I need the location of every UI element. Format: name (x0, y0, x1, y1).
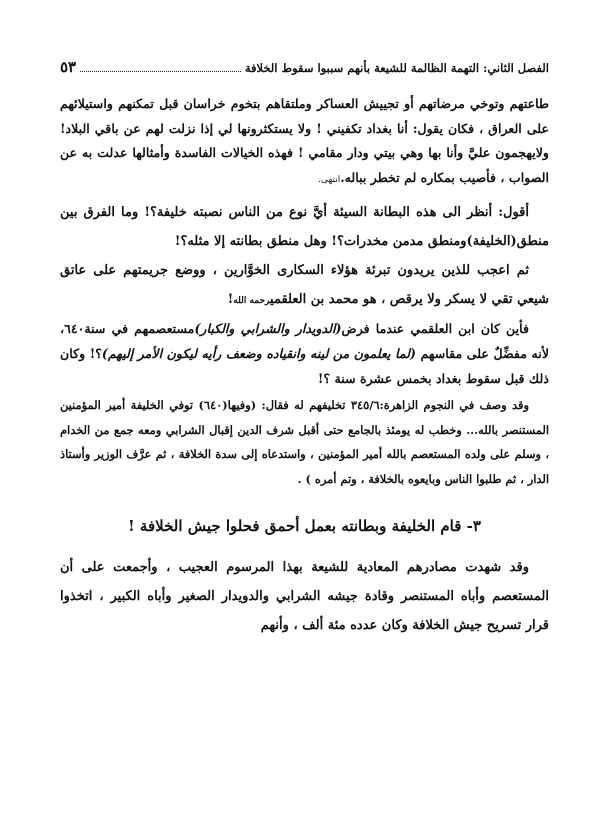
page-body (60, 92, 549, 640)
paragraph-section-body: وقد شهدت مصادرهم المعادية للشيعة بهذا المرسوم العجيب ، وأجمعت على أن المستعصم وأباه المستنصر وقادة جيشه الشرابي والدويدار الصغير وأباه الكبير ، اتخذوا قرار تسريح جيش الخلافة وكان عدده مئة ألف ، وأنهم (60, 560, 549, 633)
paragraph-question (60, 316, 549, 391)
quote-end-marker: انتهى. (318, 174, 341, 185)
honorific-symbol: رحمه الله (233, 296, 271, 306)
section-heading: ٣- قام الخليفة وبطانته بعمل أحمق فحلوا جيش الخلافة ! (128, 517, 481, 535)
italic-phrase-2: (لما يعلمون من لينه وانقياده وضعف رأيه ليكون الأمر إليهم) (101, 346, 416, 361)
paragraph-citation: وقد وصف في النجوم الزاهرة:٣٤٥/٦ تخليفهم له فقال: (وفيها(٦٤٠) توفي الخليفة أمير المؤمنين المستنصر بالله... وخطب له يومئذ بالجامع حتى أقبل شرف الدين إقبال الشرابي ومعه جمع من الخدام ، وسلم على ولده المستعصم بالله أمير المؤمنين ، واستدعاه إلى سدة الخلافة ، ثم عرَّف الوزير وأستاذ الدار ، ثم طلبوا الناس وبايعوه بالخلافة ، وتم أمره ) . (60, 398, 549, 486)
paragraph-text-a: فأين كان ابن العلقمي عندما فرض (341, 321, 529, 336)
paragraph-commentary: أقول: أنظر الى هذه البطانة السيئة أيَّ نوع من الناس نصبته خليفة؟! وما الفرق بين منطق(الخليفة)ومنطق مدمن مخدرات؟! وهل منطق بطانته إلا مثله؟! (60, 205, 549, 249)
paragraph-quote-continuation (60, 92, 549, 192)
paragraph-end-mark: ! (227, 292, 234, 307)
paragraph-text: ثم اعجب للذين يريدون تبرئة هؤلاء السكارى الخوَّارين ، ووضع جريمتهم على عاتق شيعي تقي لا يسكر ولا يرقص ، هو محمد بن العلقمي (60, 263, 549, 307)
italic-phrase-1: (الدويدار والشرابي والكبار) (194, 321, 342, 336)
chapter-title: الفصل الثاني: التهمة الظالمة للشيعة بأنهم سببوا سقوط الخلافة (244, 61, 549, 75)
paragraph-text-b: مستعصمهم في سنة٦٤٠، لأنه مفضِّلٌ على مقاسهم (60, 321, 550, 361)
paragraph-text-c: ؟! وكان ذلك قبل سقوط بغداد بخمس عشرة سنة ؟! (60, 346, 549, 386)
page-number: ٥٣ (60, 58, 77, 76)
paragraph-text: طاعتهم وتوخي مرضاتهم أو تجييش العساكر وملتقاهم بتخوم خراسان قبل تمكنهم واستيلائهم على العراق ، فكان يقول: أنا بغداد تكفيني ! ولا يستكثرونها لي إذا نزلت لهم عن باقي البلاد! ولايهجمون عليَّ وأنا بها وهي بيتي ودار مقامي ! فهذه الخيالات الفاسدة وأمثالها عدلت به عن الصواب ، فأصيب بمكاره لم تخطر بباله. (60, 96, 549, 185)
running-header (60, 58, 549, 76)
header-dot-leader (80, 63, 241, 72)
paragraph-wonder (60, 256, 549, 316)
